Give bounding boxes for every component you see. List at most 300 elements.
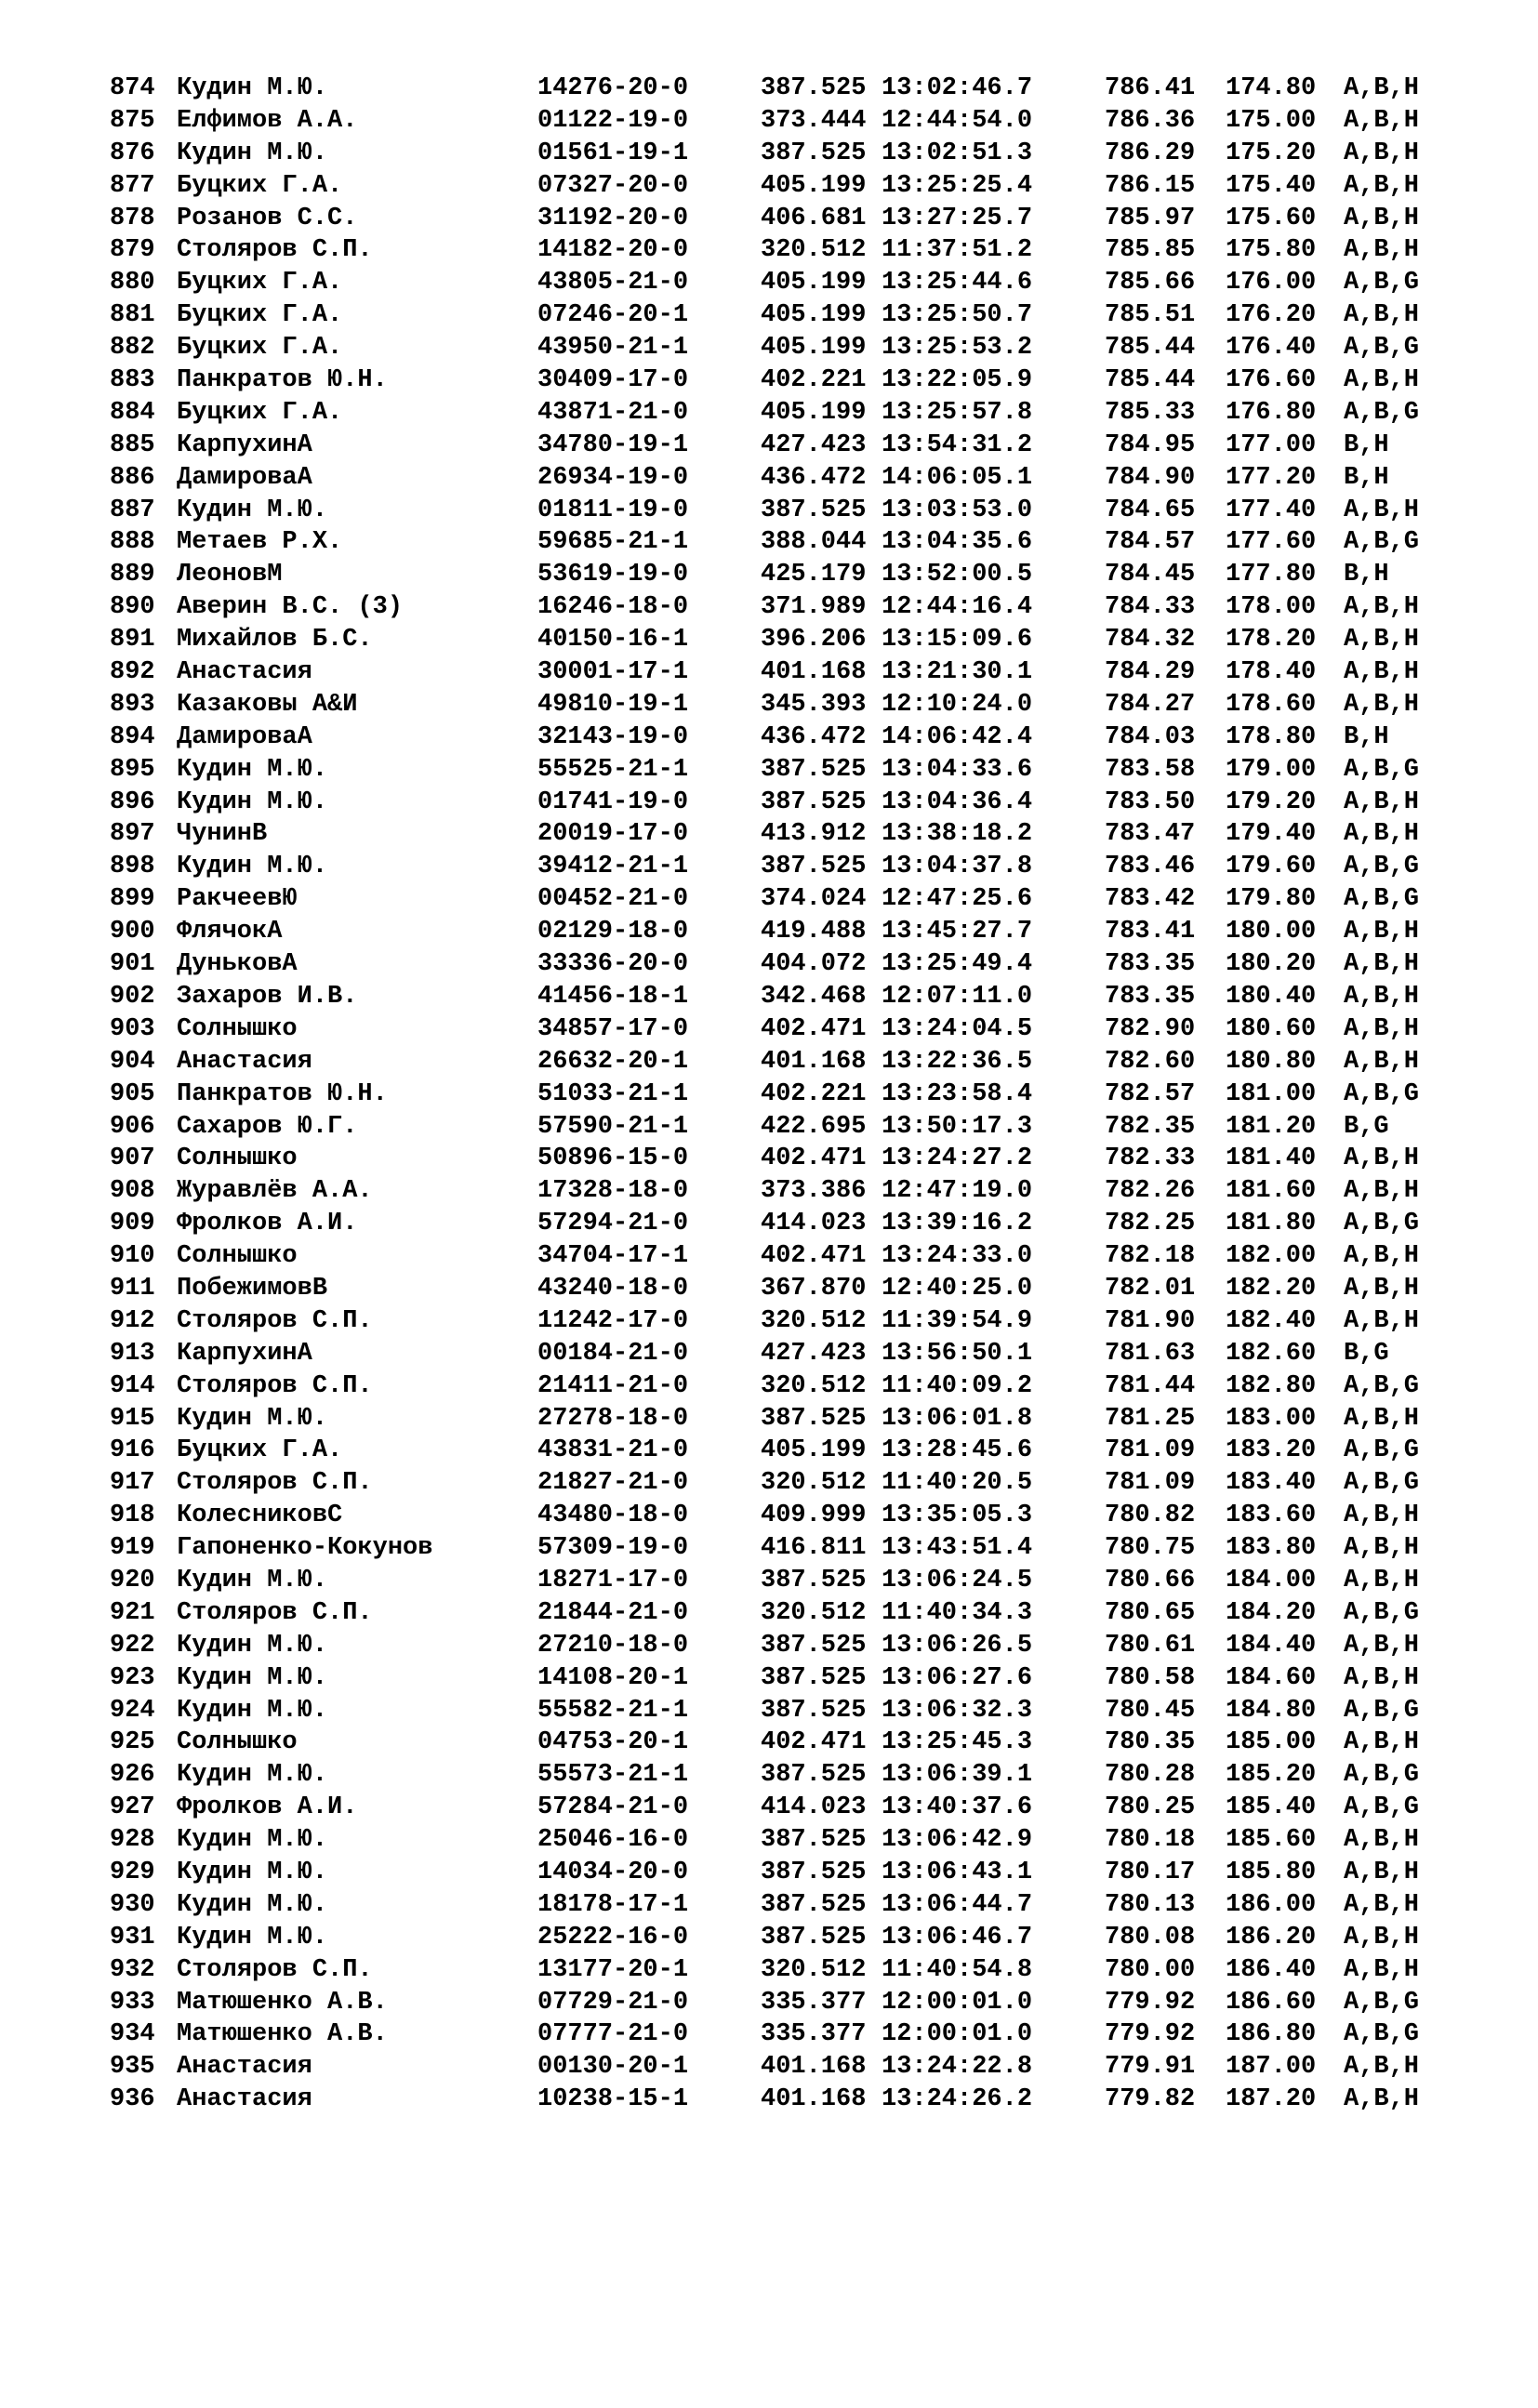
points-value: 182.20 [1226,1274,1317,1303]
speed-value: 780.17 [1105,1858,1196,1886]
distance-value: 406.681 [761,204,867,232]
class-codes: B,H [1344,561,1389,589]
table-row [110,1987,1449,2019]
participant-name: ЛеоновМ [177,561,283,589]
arrival-time: 12:47:19.0 [882,1177,1033,1206]
class-codes: A,B,H [1344,366,1420,395]
participant-name: Столяров С.П. [177,1469,373,1498]
arrival-time: 13:06:44.7 [882,1890,1033,1919]
distance-value: 401.168 [761,1047,867,1076]
result-number: 921 [110,1598,155,1627]
arrival-time: 13:40:37.6 [882,1793,1033,1822]
arrival-time: 13:25:50.7 [882,301,1033,330]
ring-code: 21844-21-0 [537,1598,689,1627]
table-row [110,754,1449,787]
speed-value: 782.90 [1105,1014,1196,1043]
speed-value: 784.29 [1105,658,1196,687]
class-codes: B,G [1344,1112,1389,1141]
ring-code: 07327-20-0 [537,171,689,200]
result-number: 900 [110,918,155,946]
class-codes: A,B,G [1344,1210,1420,1238]
participant-name: Панкратов Ю.Н. [177,366,388,395]
arrival-time: 13:24:22.8 [882,2053,1033,2082]
speed-value: 779.82 [1105,2085,1196,2114]
points-value: 185.60 [1226,1826,1317,1855]
result-number: 917 [110,1469,155,1498]
speed-value: 784.03 [1105,722,1196,751]
table-row [110,1532,1449,1565]
arrival-time: 13:06:43.1 [882,1858,1033,1886]
participant-name: Буцких Г.А. [177,301,343,330]
speed-value: 784.90 [1105,463,1196,492]
participant-name: Кудин М.Ю. [177,1566,328,1594]
class-codes: A,B,H [1344,1242,1420,1271]
ring-code: 55525-21-1 [537,755,689,784]
points-value: 185.80 [1226,1858,1317,1886]
arrival-time: 13:25:44.6 [882,269,1033,298]
speed-value: 786.15 [1105,171,1196,200]
class-codes: A,B,G [1344,1988,1420,2017]
participant-name: Кудин М.Ю. [177,1404,328,1433]
table-row [110,1338,1449,1370]
speed-value: 785.33 [1105,398,1196,427]
arrival-time: 11:37:51.2 [882,236,1033,265]
ring-code: 21411-21-0 [537,1371,689,1400]
speed-value: 779.91 [1105,2053,1196,2082]
participant-name: Кудин М.Ю. [177,787,328,816]
table-row [110,2084,1449,2116]
result-number: 881 [110,301,155,330]
points-value: 186.20 [1226,1923,1317,1952]
speed-value: 783.42 [1105,885,1196,914]
result-number: 890 [110,593,155,622]
points-value: 182.60 [1226,1339,1317,1368]
points-value: 180.60 [1226,1014,1317,1043]
points-value: 174.80 [1226,74,1317,102]
speed-value: 786.41 [1105,74,1196,102]
distance-value: 414.023 [761,1793,867,1822]
table-row [110,1922,1449,1954]
points-value: 182.00 [1226,1242,1317,1271]
speed-value: 784.65 [1105,496,1196,524]
ring-code: 31192-20-0 [537,204,689,232]
arrival-time: 12:10:24.0 [882,690,1033,719]
arrival-time: 13:06:27.6 [882,1663,1033,1692]
points-value: 187.20 [1226,2085,1317,2114]
points-value: 179.60 [1226,853,1317,881]
distance-value: 401.168 [761,2085,867,2114]
points-value: 179.00 [1226,755,1317,784]
participant-name: Гапоненко-Кокунов [177,1534,433,1563]
table-row [110,721,1449,754]
participant-name: Метаев Р.Х. [177,528,343,557]
points-value: 184.00 [1226,1566,1317,1594]
participant-name: Столяров С.П. [177,1371,373,1400]
participant-name: Столяров С.П. [177,1955,373,1984]
speed-value: 785.44 [1105,366,1196,395]
participant-name: ПобежимовВ [177,1274,328,1303]
distance-value: 373.444 [761,106,867,135]
class-codes: A,B,H [1344,2085,1420,2114]
ring-code: 43950-21-1 [537,334,689,363]
participant-name: Захаров И.В. [177,982,358,1011]
arrival-time: 12:44:54.0 [882,106,1033,135]
arrival-time: 11:40:09.2 [882,1371,1033,1400]
speed-value: 784.33 [1105,593,1196,622]
points-value: 179.20 [1226,787,1317,816]
result-number: 918 [110,1502,155,1530]
participant-name: Розанов С.С. [177,204,358,232]
distance-value: 414.023 [761,1210,867,1238]
points-value: 176.40 [1226,334,1317,363]
participant-name: Фролков А.И. [177,1793,358,1822]
ring-code: 32143-19-0 [537,722,689,751]
arrival-time: 13:06:24.5 [882,1566,1033,1594]
result-number: 882 [110,334,155,363]
table-row [110,1792,1449,1824]
points-value: 183.80 [1226,1534,1317,1563]
speed-value: 785.51 [1105,301,1196,330]
table-row [110,332,1449,364]
speed-value: 785.85 [1105,236,1196,265]
distance-value: 371.989 [761,593,867,622]
points-value: 184.80 [1226,1696,1317,1725]
result-number: 899 [110,885,155,914]
result-number: 923 [110,1663,155,1692]
result-number: 896 [110,787,155,816]
table-row [110,559,1449,591]
arrival-time: 13:54:31.2 [882,430,1033,459]
ring-code: 10238-15-1 [537,2085,689,2114]
arrival-time: 11:40:54.8 [882,1955,1033,1984]
ring-code: 25046-16-0 [537,1826,689,1855]
table-row [110,1500,1449,1532]
distance-value: 320.512 [761,1598,867,1627]
result-number: 888 [110,528,155,557]
speed-value: 782.01 [1105,1274,1196,1303]
table-row [110,624,1449,656]
speed-value: 780.08 [1105,1923,1196,1952]
ring-code: 59685-21-1 [537,528,689,557]
points-value: 178.40 [1226,658,1317,687]
distance-value: 413.912 [761,820,867,849]
points-value: 182.80 [1226,1371,1317,1400]
ring-code: 14182-20-0 [537,236,689,265]
distance-value: 401.168 [761,2053,867,2082]
speed-value: 783.41 [1105,918,1196,946]
ring-code: 55582-21-1 [537,1696,689,1725]
speed-value: 780.13 [1105,1890,1196,1919]
distance-value: 405.199 [761,398,867,427]
table-row [110,2051,1449,2084]
arrival-time: 13:21:30.1 [882,658,1033,687]
result-number: 874 [110,74,155,102]
speed-value: 780.82 [1105,1502,1196,1530]
speed-value: 786.36 [1105,106,1196,135]
ring-code: 21827-21-0 [537,1469,689,1498]
ring-code: 43831-21-0 [537,1436,689,1465]
arrival-time: 13:45:27.7 [882,918,1033,946]
distance-value: 387.525 [761,1631,867,1660]
arrival-time: 12:00:01.0 [882,1988,1033,2017]
class-codes: A,B,H [1344,1890,1420,1919]
arrival-time: 12:00:01.0 [882,2020,1033,2049]
speed-value: 781.25 [1105,1404,1196,1433]
class-codes: A,B,G [1344,1761,1420,1790]
participant-name: ФлячокА [177,918,283,946]
class-codes: A,B,H [1344,1144,1420,1173]
table-row [110,2018,1449,2051]
distance-value: 320.512 [761,1306,867,1335]
speed-value: 783.35 [1105,950,1196,979]
ring-code: 57284-21-0 [537,1793,689,1822]
ring-code: 53619-19-0 [537,561,689,589]
table-row [110,883,1449,916]
speed-value: 783.46 [1105,853,1196,881]
arrival-time: 13:35:05.3 [882,1502,1033,1530]
arrival-time: 13:43:51.4 [882,1534,1033,1563]
speed-value: 783.50 [1105,787,1196,816]
distance-value: 335.377 [761,2020,867,2049]
ring-code: 39412-21-1 [537,853,689,881]
ring-code: 14034-20-0 [537,1858,689,1886]
result-number: 910 [110,1242,155,1271]
points-value: 176.80 [1226,398,1317,427]
distance-value: 387.525 [761,1923,867,1952]
table-row [110,656,1449,689]
result-number: 884 [110,398,155,427]
table-row [110,1240,1449,1273]
points-value: 187.00 [1226,2053,1317,2082]
distance-value: 387.525 [761,74,867,102]
table-row [110,1565,1449,1597]
distance-value: 374.024 [761,885,867,914]
participant-name: Столяров С.П. [177,1598,373,1627]
table-row [110,364,1449,397]
points-value: 177.20 [1226,463,1317,492]
ring-code: 01741-19-0 [537,787,689,816]
participant-name: КарпухинА [177,430,312,459]
result-number: 906 [110,1112,155,1141]
result-number: 875 [110,106,155,135]
table-row [110,851,1449,883]
points-value: 176.60 [1226,366,1317,395]
distance-value: 405.199 [761,301,867,330]
speed-value: 782.57 [1105,1079,1196,1108]
table-row [110,138,1449,170]
ring-code: 00184-21-0 [537,1339,689,1368]
participant-name: Кудин М.Ю. [177,496,328,524]
table-row [110,787,1449,819]
participant-name: Елфимов А.А. [177,106,358,135]
ring-code: 30409-17-0 [537,366,689,395]
points-value: 175.80 [1226,236,1317,265]
ring-code: 50896-15-0 [537,1144,689,1173]
speed-value: 782.35 [1105,1112,1196,1141]
result-number: 898 [110,853,155,881]
points-value: 175.20 [1226,139,1317,167]
table-row [110,689,1449,721]
result-number: 887 [110,496,155,524]
ring-code: 13177-20-1 [537,1955,689,1984]
points-value: 175.40 [1226,171,1317,200]
ring-code: 30001-17-1 [537,658,689,687]
points-value: 181.40 [1226,1144,1317,1173]
table-row [110,526,1449,559]
ring-code: 25222-16-0 [537,1923,689,1952]
class-codes: A,B,H [1344,74,1420,102]
arrival-time: 13:06:32.3 [882,1696,1033,1725]
class-codes: A,B,H [1344,787,1420,816]
speed-value: 780.28 [1105,1761,1196,1790]
table-row [110,1013,1449,1046]
ring-code: 34704-17-1 [537,1242,689,1271]
points-value: 181.00 [1226,1079,1317,1108]
ring-code: 18178-17-1 [537,1890,689,1919]
result-number: 911 [110,1274,155,1303]
class-codes: A,B,H [1344,658,1420,687]
class-codes: A,B,H [1344,171,1420,200]
class-codes: A,B,H [1344,1566,1420,1594]
arrival-time: 13:15:09.6 [882,626,1033,655]
table-row [110,1695,1449,1727]
result-number: 926 [110,1761,155,1790]
result-number: 930 [110,1890,155,1919]
distance-value: 342.468 [761,982,867,1011]
result-number: 889 [110,561,155,589]
points-value: 182.40 [1226,1306,1317,1335]
points-value: 183.60 [1226,1502,1317,1530]
class-codes: A,B,G [1344,398,1420,427]
table-row [110,462,1449,495]
result-number: 876 [110,139,155,167]
arrival-time: 13:02:51.3 [882,139,1033,167]
distance-value: 402.471 [761,1242,867,1271]
class-codes: A,B,H [1344,204,1420,232]
participant-name: Столяров С.П. [177,236,373,265]
distance-value: 436.472 [761,722,867,751]
distance-value: 387.525 [761,1761,867,1790]
participant-name: Кудин М.Ю. [177,1923,328,1952]
participant-name: Анастасия [177,1047,312,1076]
points-value: 183.40 [1226,1469,1317,1498]
class-codes: A,B,H [1344,593,1420,622]
participant-name: Буцких Г.А. [177,398,343,427]
table-row [110,1467,1449,1500]
class-codes: A,B,G [1344,885,1420,914]
arrival-time: 13:25:45.3 [882,1728,1033,1757]
speed-value: 780.58 [1105,1663,1196,1692]
class-codes: A,B,H [1344,626,1420,655]
class-codes: A,B,H [1344,106,1420,135]
distance-value: 405.199 [761,171,867,200]
ring-code: 04753-20-1 [537,1728,689,1757]
points-value: 185.20 [1226,1761,1317,1790]
speed-value: 785.97 [1105,204,1196,232]
class-codes: A,B,G [1344,1371,1420,1400]
ring-code: 18271-17-0 [537,1566,689,1594]
result-number: 879 [110,236,155,265]
speed-value: 780.45 [1105,1696,1196,1725]
distance-value: 388.044 [761,528,867,557]
participant-name: Фролков А.И. [177,1210,358,1238]
distance-value: 402.221 [761,1079,867,1108]
table-row [110,234,1449,267]
result-number: 919 [110,1534,155,1563]
points-value: 181.80 [1226,1210,1317,1238]
participant-name: Буцких Г.А. [177,171,343,200]
class-codes: A,B,H [1344,1502,1420,1530]
class-codes: A,B,H [1344,301,1420,330]
distance-value: 436.472 [761,463,867,492]
ring-code: 26934-19-0 [537,463,689,492]
distance-value: 422.695 [761,1112,867,1141]
table-row [110,299,1449,332]
points-value: 181.20 [1226,1112,1317,1141]
class-codes: A,B,H [1344,1534,1420,1563]
distance-value: 387.525 [761,853,867,881]
arrival-time: 11:40:20.5 [882,1469,1033,1498]
participant-name: Буцких Г.А. [177,269,343,298]
ring-code: 49810-19-1 [537,690,689,719]
arrival-time: 12:44:16.4 [882,593,1033,622]
participant-name: РакчеевЮ [177,885,298,914]
participant-name: Кудин М.Ю. [177,1696,328,1725]
result-number: 891 [110,626,155,655]
class-codes: A,B,H [1344,2053,1420,2082]
distance-value: 320.512 [761,1371,867,1400]
points-value: 186.80 [1226,2020,1317,2049]
participant-name: КарпухинА [177,1339,312,1368]
ring-code: 01122-19-0 [537,106,689,135]
class-codes: A,B,H [1344,1177,1420,1206]
class-codes: A,B,H [1344,1306,1420,1335]
ring-code: 43480-18-0 [537,1502,689,1530]
result-number: 934 [110,2020,155,2049]
ring-code: 20019-17-0 [537,820,689,849]
table-row [110,981,1449,1013]
distance-value: 404.072 [761,950,867,979]
ring-code: 43871-21-0 [537,398,689,427]
ring-code: 57309-19-0 [537,1534,689,1563]
participant-name: Солнышко [177,1014,298,1043]
table-row [110,1111,1449,1144]
participant-name: Журавлёв А.А. [177,1177,373,1206]
ring-code: 14108-20-1 [537,1663,689,1692]
points-value: 184.40 [1226,1631,1317,1660]
distance-value: 402.221 [761,366,867,395]
table-row [110,1143,1449,1175]
speed-value: 784.57 [1105,528,1196,557]
table-row [110,948,1449,981]
arrival-time: 13:50:17.3 [882,1112,1033,1141]
points-value: 186.40 [1226,1955,1317,1984]
arrival-time: 13:03:53.0 [882,496,1033,524]
speed-value: 784.95 [1105,430,1196,459]
class-codes: B,H [1344,722,1389,751]
participant-name: Кудин М.Ю. [177,1761,328,1790]
arrival-time: 13:38:18.2 [882,820,1033,849]
result-number: 920 [110,1566,155,1594]
table-row [110,1889,1449,1922]
arrival-time: 14:06:05.1 [882,463,1033,492]
table-row [110,1630,1449,1662]
points-value: 175.00 [1226,106,1317,135]
speed-value: 780.75 [1105,1534,1196,1563]
class-codes: A,B,G [1344,2020,1420,2049]
result-number: 915 [110,1404,155,1433]
arrival-time: 13:25:25.4 [882,171,1033,200]
